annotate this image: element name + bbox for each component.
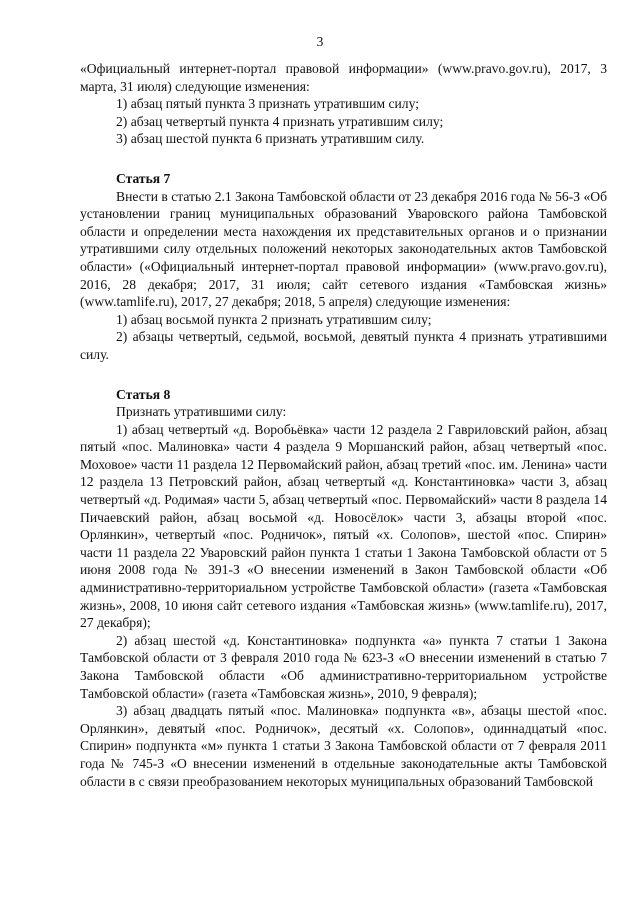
- article-8-list-item: 1) абзац четвертый «д. Воробьёвка» части 12 раздела 2 Гавриловский район, абзац пятый «пос. Малиновка» части 4 раздела 9 Моршанский район, абзац четвертый «пос. Моховое» части 11 раздела 12 Первомайский район, абзац третий «пос. им. Ленина» части 12 раздела 13 Петровский район, абзац четвертый «д. Константиновка» части 3, абзац четвертый «д. Родимая» части 5, абзац четвертый «пос. Первомайский» части 8 раздела 14 Пичаевский район, абзац восьмой «д. Новосёлок» части 3, абзацы второй «пос. Орлянкин», четвертый «пос. Родничок», пятый «х. Солопов», шестой «пос. Спирин» части 11 раздела 22 Уваровский район пункта 1 статьи 1 Закона Тамбовской области от 5 июня 2008 года № 391-З «О внесении изменений в Закон Тамбовской области «Об административно-территориальном устройстве Тамбовской области» (газета «Тамбовская жизнь», 2008, 10 июня сайт сетевого издания «Тамбовская жизнь» (www.tamlife.ru), 2017, 27 декабря);: [80, 421, 607, 631]
- article-8-list-item: 3) абзац двадцать пятый «пос. Малиновка» подпункта «в», абзацы шестой «пос. Орлянкин», девятый «пос. Родничок», десятый «х. Солопов», одиннадцатый «пос. Спирин» подпункта «м» пункта 1 статьи 3 Закона Тамбовской области от 7 февраля 2011 года № 745-З «О внесении изменений в отдельные законодательные акты Тамбовской области в с связи преобразованием некоторых муниципальных образований Тамбовской: [80, 703, 607, 789]
- document-body: [80, 60, 607, 790]
- article-7-list-item: 2) абзацы четвертый, седьмой, восьмой, девятый пункта 4 признать утратившими силу.: [80, 329, 607, 362]
- intro-list-item: 3) абзац шестой пункта 6 признать утратившим силу.: [116, 131, 425, 147]
- intro-list-item: 2) абзац четвертый пункта 4 признать утратившим силу;: [116, 113, 444, 129]
- page-number: 3: [316, 34, 324, 49]
- article-8-paragraph: Признать утратившими силу:: [116, 404, 287, 420]
- article-8-list-item: 2) абзац шестой «д. Константиновка» подпункта «а» пункта 7 статьи 1 Закона Тамбовской области от 3 февраля 2010 года № 623-З «О внесении изменений в статью 7 Закона Тамбовской области «Об административно-территориальном устройстве Тамбовской области» (газета «Тамбовская жизнь», 2010, 9 февраля);: [80, 632, 607, 701]
- article-8-heading: Статья 8: [116, 386, 171, 402]
- article-7-list-item: 1) абзац восьмой пункта 2 признать утратившим силу;: [116, 311, 432, 327]
- article-7-heading: Статья 7: [116, 170, 171, 186]
- intro-list-item: 1) абзац пятый пункта 3 признать утратившим силу;: [116, 96, 419, 112]
- article-7-paragraph: Внести в статью 2.1 Закона Тамбовской области от 23 декабря 2016 года № 56-З «Об установлении границ муниципальных образований Уваровского района Тамбовской области и определении места нахождения их представительных органов и о признании утратившими силу отдельных положений некоторых законодательных актов Тамбовской области» («Официальный интернет-портал правовой информации» (www.pravo.gov.ru), 2016, 28 декабря; 2017, 31 июля; сайт сетевого издания «Тамбовская жизнь» (www.tamlife.ru), 2017, 27 декабря; 2018, 5 апреля) следующие изменения:: [80, 188, 607, 310]
- intro-paragraph: «Официальный интернет-портал правовой информации» (www.pravo.gov.ru), 2017, 3 марта, 31 июля) следующие изменения:: [80, 61, 607, 94]
